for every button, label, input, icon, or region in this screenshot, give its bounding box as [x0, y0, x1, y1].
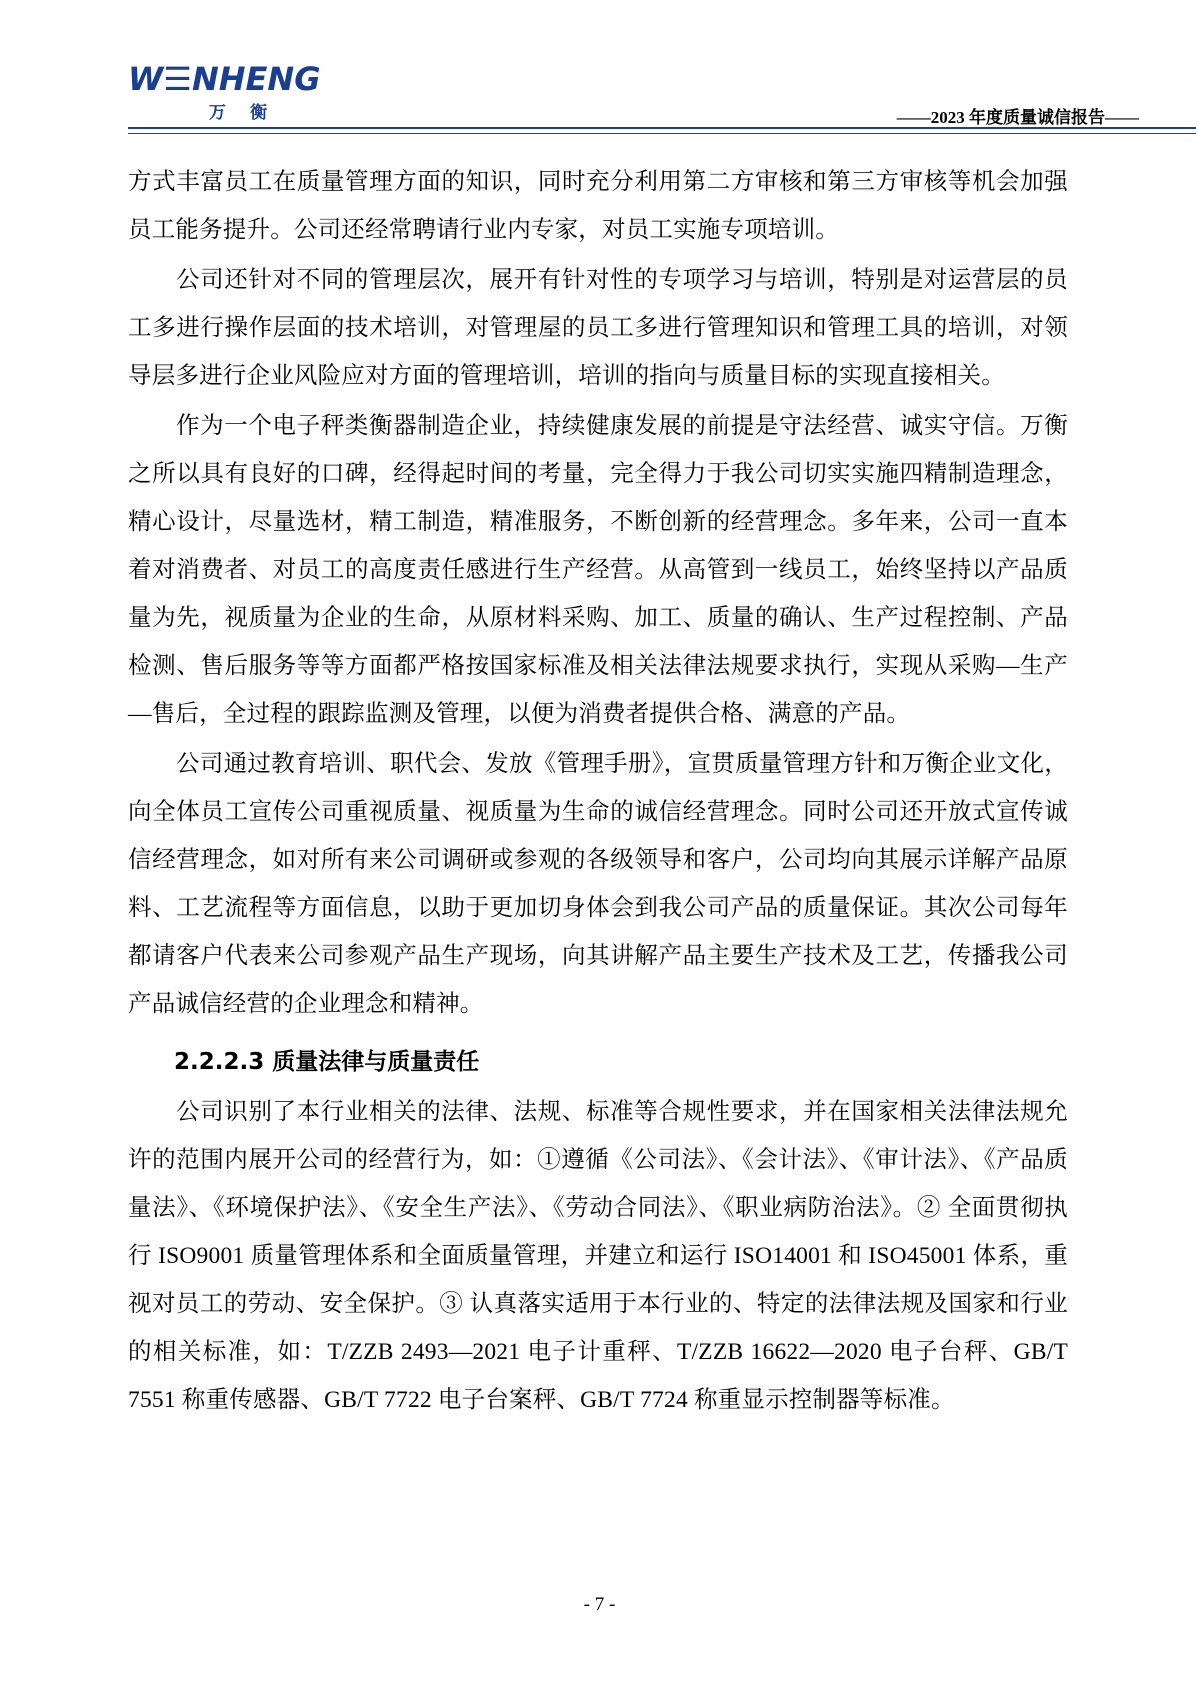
header-divider-bottom: [128, 133, 1196, 134]
company-logo: [128, 60, 321, 124]
header-report-title: ——2023 年度质量诚信报告——: [896, 108, 1139, 127]
section-heading: 2.2.2.3 质量法律与质量责任: [174, 1049, 480, 1075]
logo-chinese-name: 万 衡: [208, 103, 278, 122]
paragraph: 方式丰富员工在质量管理方面的知识，同时充分利用第二方审核和第三方审核等机会加强员工能务提升。公司还经常聘请行业内专家，对员工实施专项培训。: [128, 169, 1068, 243]
document-body: [128, 158, 1068, 1426]
page-footer: [0, 1594, 1199, 1616]
paragraph: 公司还针对不同的管理层次，展开有针对性的专项学习与培训，特别是对运营层的员工多进行操作层面的技术培训，对管理屋的员工多进行管理知识和管理工具的培训，对领导层多进行企业风险应对方面的管理培训，培训的指向与质量目标的实现直接相关。: [128, 267, 1068, 389]
logo-wordmark: W☰NHENG: [128, 60, 321, 98]
page-header: [0, 0, 1199, 150]
page-number: - 7 -: [583, 1594, 616, 1615]
paragraph: 作为一个电子秤类衡器制造企业，持续健康发展的前提是守法经营、诚实守信。万衡之所以具有良好的口碑，经得起时间的考量，完全得力于我公司切实实施四精制造理念，精心设计，尽量选材，精工制造，精准服务，不断创新的经营理念。多年来，公司一直本着对消费者、对员工的高度责任感进行生产经营。从高管到一线员工，始终坚持以产品质量为先，视质量为企业的生命，从原材料采购、加工、质量的确认、生产过程控制、产品检测、售后服务等等方面都严格按国家标准及相关法律法规要求执行，实现从采购—生产—售后，全过程的跟踪监测及管理，以便为消费者提供合格、满意的产品。: [128, 413, 1068, 727]
paragraph: 公司识别了本行业相关的法律、法规、标准等合规性要求，并在国家相关法律法规允许的范围内展开公司的经营行为，如：①遵循《公司法》、《会计法》、《审计法》、《产品质量法》、《环境保护法》、《安全生产法》、《劳动合同法》、《职业病防治法》。② 全面贯彻执行 ISO9001 质量管理体系和全面质量管理，并建立和运行 ISO14001 和 ISO45001 体系，重视对员工的劳动、安全保护。③ 认真落实适用于本行业的、特定的法律法规及国家和行业的相关标准，如：T/ZZB 2493—2021 电子计重秤、T/ZZB 16622—2020 电子台秤、GB/T 7551 称重传感器、GB/T 7722 电子台案秤、GB/T 7724 称重显示控制器等标准。: [128, 1099, 1068, 1413]
paragraph: 公司通过教育培训、职代会、发放《管理手册》，宣贯质量管理方针和万衡企业文化，向全体员工宣传公司重视质量、视质量为生命的诚信经营理念。同时公司还开放式宣传诚信经营理念，如对所有来公司调研或参观的各级领导和客户，公司均向其展示详解产品原料、工艺流程等方面信息，以助于更加切身体会到我公司产品的质量保证。其次公司每年都请客户代表来公司参观产品生产现场，向其讲解产品主要生产技术及工艺，传播我公司产品诚信经营的企业理念和精神。: [128, 751, 1068, 1017]
